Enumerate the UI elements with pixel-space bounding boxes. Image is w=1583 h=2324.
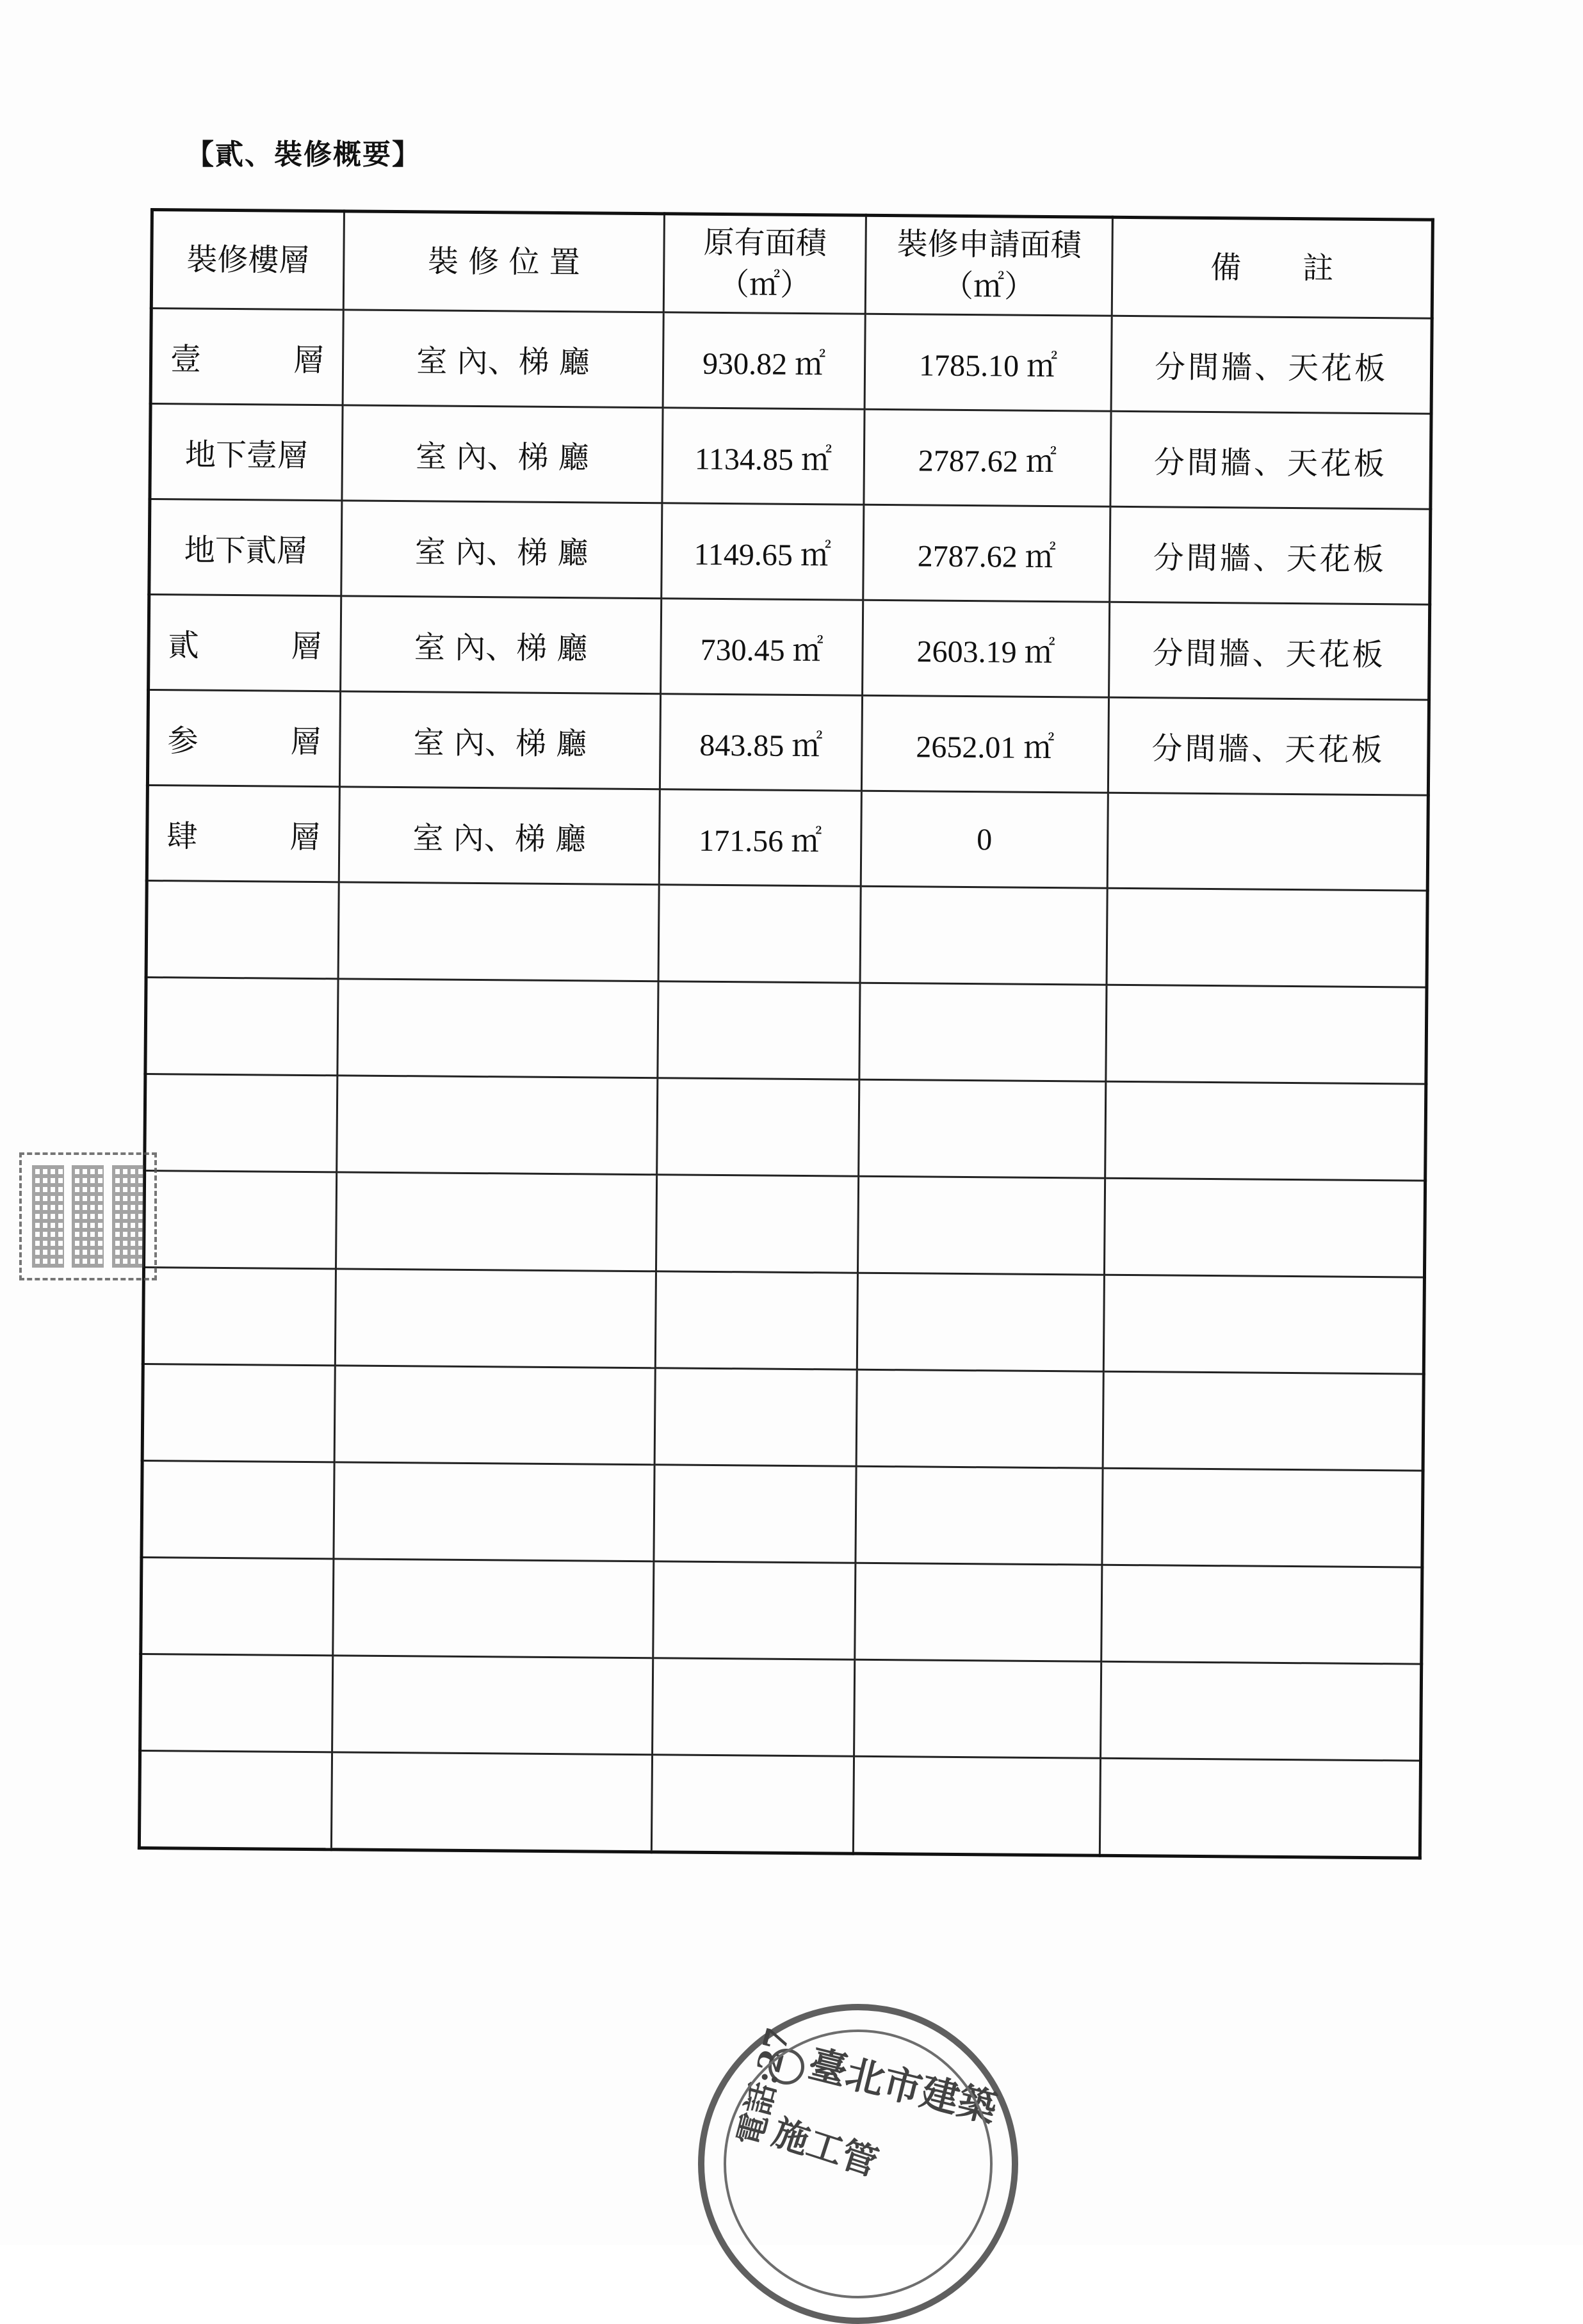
empty-cell (1101, 1661, 1422, 1761)
floor-cell (147, 785, 339, 882)
empty-cell (334, 1462, 654, 1561)
empty-table-row (141, 1557, 1422, 1664)
position-cell: 室 內、梯 廳 (339, 787, 660, 885)
remarks-cell (1107, 793, 1428, 891)
empty-cell (140, 1654, 333, 1752)
floor-cell (149, 595, 341, 691)
empty-cell (1105, 1081, 1426, 1181)
empty-cell (657, 1078, 859, 1176)
empty-cell (146, 880, 339, 978)
position-cell: 室 內、梯 廳 (342, 405, 663, 503)
remarks-cell: 分間牆、天花板 (1110, 506, 1431, 604)
empty-cell (653, 1561, 856, 1659)
position-cell: 室 內、梯 廳 (341, 596, 662, 694)
stamp-text-line3: 電話:27 (729, 2023, 798, 2150)
stamp-text-line2: 施工管 (767, 2111, 883, 2185)
header-original-area-unit: （㎡） (718, 266, 811, 303)
empty-cell (1103, 1275, 1424, 1374)
empty-cell (139, 1750, 332, 1849)
seal-column (32, 1165, 64, 1268)
renovation-summary-table (138, 208, 1434, 1860)
seal-column (112, 1165, 144, 1268)
table-row (150, 309, 1432, 414)
empty-cell (337, 979, 658, 1078)
empty-cell (142, 1460, 334, 1558)
table-header-row (151, 210, 1433, 319)
empty-cell (332, 1656, 653, 1755)
stamp-text-line1: 臺北市建築 (804, 2041, 1002, 2132)
floor-suffix: 層 (290, 723, 321, 760)
empty-table-row (142, 1364, 1424, 1471)
header-floor: 裝修樓層 (151, 210, 344, 310)
empty-cell (654, 1465, 856, 1563)
empty-cell (335, 1269, 656, 1368)
header-remarks: 備 註 (1112, 217, 1433, 318)
table-row (147, 690, 1429, 795)
remarks-cell: 分間牆、天花板 (1111, 316, 1432, 414)
header-position: 裝 修 位 置 (343, 211, 664, 312)
applied-area-cell: 2787.62 ㎡ (863, 504, 1110, 602)
floor-cell (149, 499, 342, 596)
empty-cell (1100, 1758, 1420, 1858)
table-row (149, 499, 1431, 605)
floor-suffix: 層 (293, 342, 325, 378)
empty-cell (1104, 1178, 1425, 1277)
table-body (139, 309, 1432, 1859)
empty-cell (337, 1076, 658, 1175)
empty-cell (338, 882, 659, 981)
empty-cell (333, 1559, 654, 1658)
empty-cell (1103, 1371, 1424, 1471)
applied-area-cell: 1785.10 ㎡ (865, 314, 1112, 411)
original-area-cell: 171.56 ㎡ (659, 789, 861, 886)
section-title: 【貳、裝修概要】 (186, 138, 421, 171)
empty-cell (854, 1659, 1101, 1758)
empty-table-row (143, 1267, 1424, 1374)
empty-cell (653, 1658, 855, 1756)
remarks-cell: 分間牆、天花板 (1109, 602, 1430, 700)
original-area-cell: 730.45 ㎡ (661, 599, 863, 695)
empty-cell (859, 983, 1107, 1081)
empty-cell (856, 1466, 1103, 1565)
remarks-cell: 分間牆、天花板 (1110, 411, 1431, 509)
original-area-cell: 1149.65 ㎡ (662, 503, 864, 600)
empty-cell (1107, 888, 1427, 987)
empty-cell (658, 981, 860, 1079)
empty-table-row (144, 1170, 1425, 1277)
applied-area-cell: 2603.19 ㎡ (863, 600, 1110, 697)
header-applied-area (865, 215, 1112, 316)
empty-table-row (145, 977, 1427, 1084)
empty-cell (654, 1368, 857, 1466)
position-cell: 室 內、梯 廳 (339, 691, 660, 789)
empty-cell (655, 1271, 857, 1369)
floor-name: 壹 (170, 341, 202, 378)
empty-cell (856, 1369, 1103, 1468)
floor-suffix: 層 (291, 628, 322, 665)
floor-name: 地下貳層 (184, 531, 308, 569)
empty-cell (145, 977, 338, 1075)
empty-cell (651, 1755, 854, 1853)
empty-cell (855, 1563, 1102, 1661)
original-area-cell: 1134.85 ㎡ (662, 408, 865, 504)
empty-cell (656, 1175, 858, 1273)
empty-cell (658, 885, 861, 983)
empty-cell (860, 886, 1107, 985)
header-applied-area-unit: （㎡） (942, 268, 1035, 305)
square-seal-icon (19, 1152, 157, 1280)
floor-cell (150, 404, 343, 501)
empty-cell (1106, 985, 1427, 1084)
floor-name: 地下壹層 (184, 436, 309, 474)
empty-cell (1101, 1565, 1422, 1664)
empty-cell (859, 1079, 1106, 1178)
empty-cell (1102, 1468, 1423, 1567)
floor-name: 肆 (166, 818, 198, 855)
applied-area-cell: 0 (861, 791, 1108, 888)
original-area-cell: 843.85 ㎡ (660, 694, 862, 791)
empty-table-row (146, 880, 1427, 987)
floor-name: 参 (167, 722, 199, 759)
table-row (149, 595, 1430, 700)
floor-name: 貳 (168, 627, 199, 664)
empty-table-row (140, 1654, 1422, 1761)
empty-cell (334, 1366, 655, 1465)
floor-suffix: 層 (289, 819, 321, 855)
empty-cell (144, 1170, 337, 1268)
empty-cell (331, 1752, 652, 1852)
header-original-area (663, 214, 866, 314)
empty-table-row (142, 1460, 1423, 1567)
floor-cell (147, 690, 340, 786)
empty-cell (336, 1172, 656, 1271)
table-row (147, 785, 1428, 891)
empty-cell (142, 1364, 335, 1462)
remarks-cell: 分間牆、天花板 (1108, 697, 1429, 795)
position-cell: 室 內、梯 廳 (343, 310, 663, 408)
empty-cell (853, 1756, 1100, 1855)
floor-cell (150, 309, 343, 405)
empty-table-row (145, 1074, 1426, 1181)
empty-cell (141, 1557, 334, 1655)
seal-column (72, 1165, 104, 1268)
empty-cell (857, 1273, 1104, 1371)
empty-table-row (139, 1750, 1420, 1858)
table-row (150, 404, 1431, 510)
empty-cell (857, 1176, 1105, 1275)
empty-cell (145, 1074, 337, 1172)
header-applied-area-label: 裝修申請面積 (897, 226, 1082, 264)
applied-area-cell: 2652.01 ㎡ (861, 695, 1108, 793)
applied-area-cell: 2787.62 ㎡ (864, 409, 1111, 506)
position-cell: 室 內、梯 廳 (341, 501, 662, 599)
empty-cell (143, 1267, 336, 1365)
original-area-cell: 930.82 ㎡ (663, 312, 865, 409)
header-original-area-label: 原有面積 (703, 224, 827, 262)
round-official-stamp (698, 2004, 1018, 2324)
